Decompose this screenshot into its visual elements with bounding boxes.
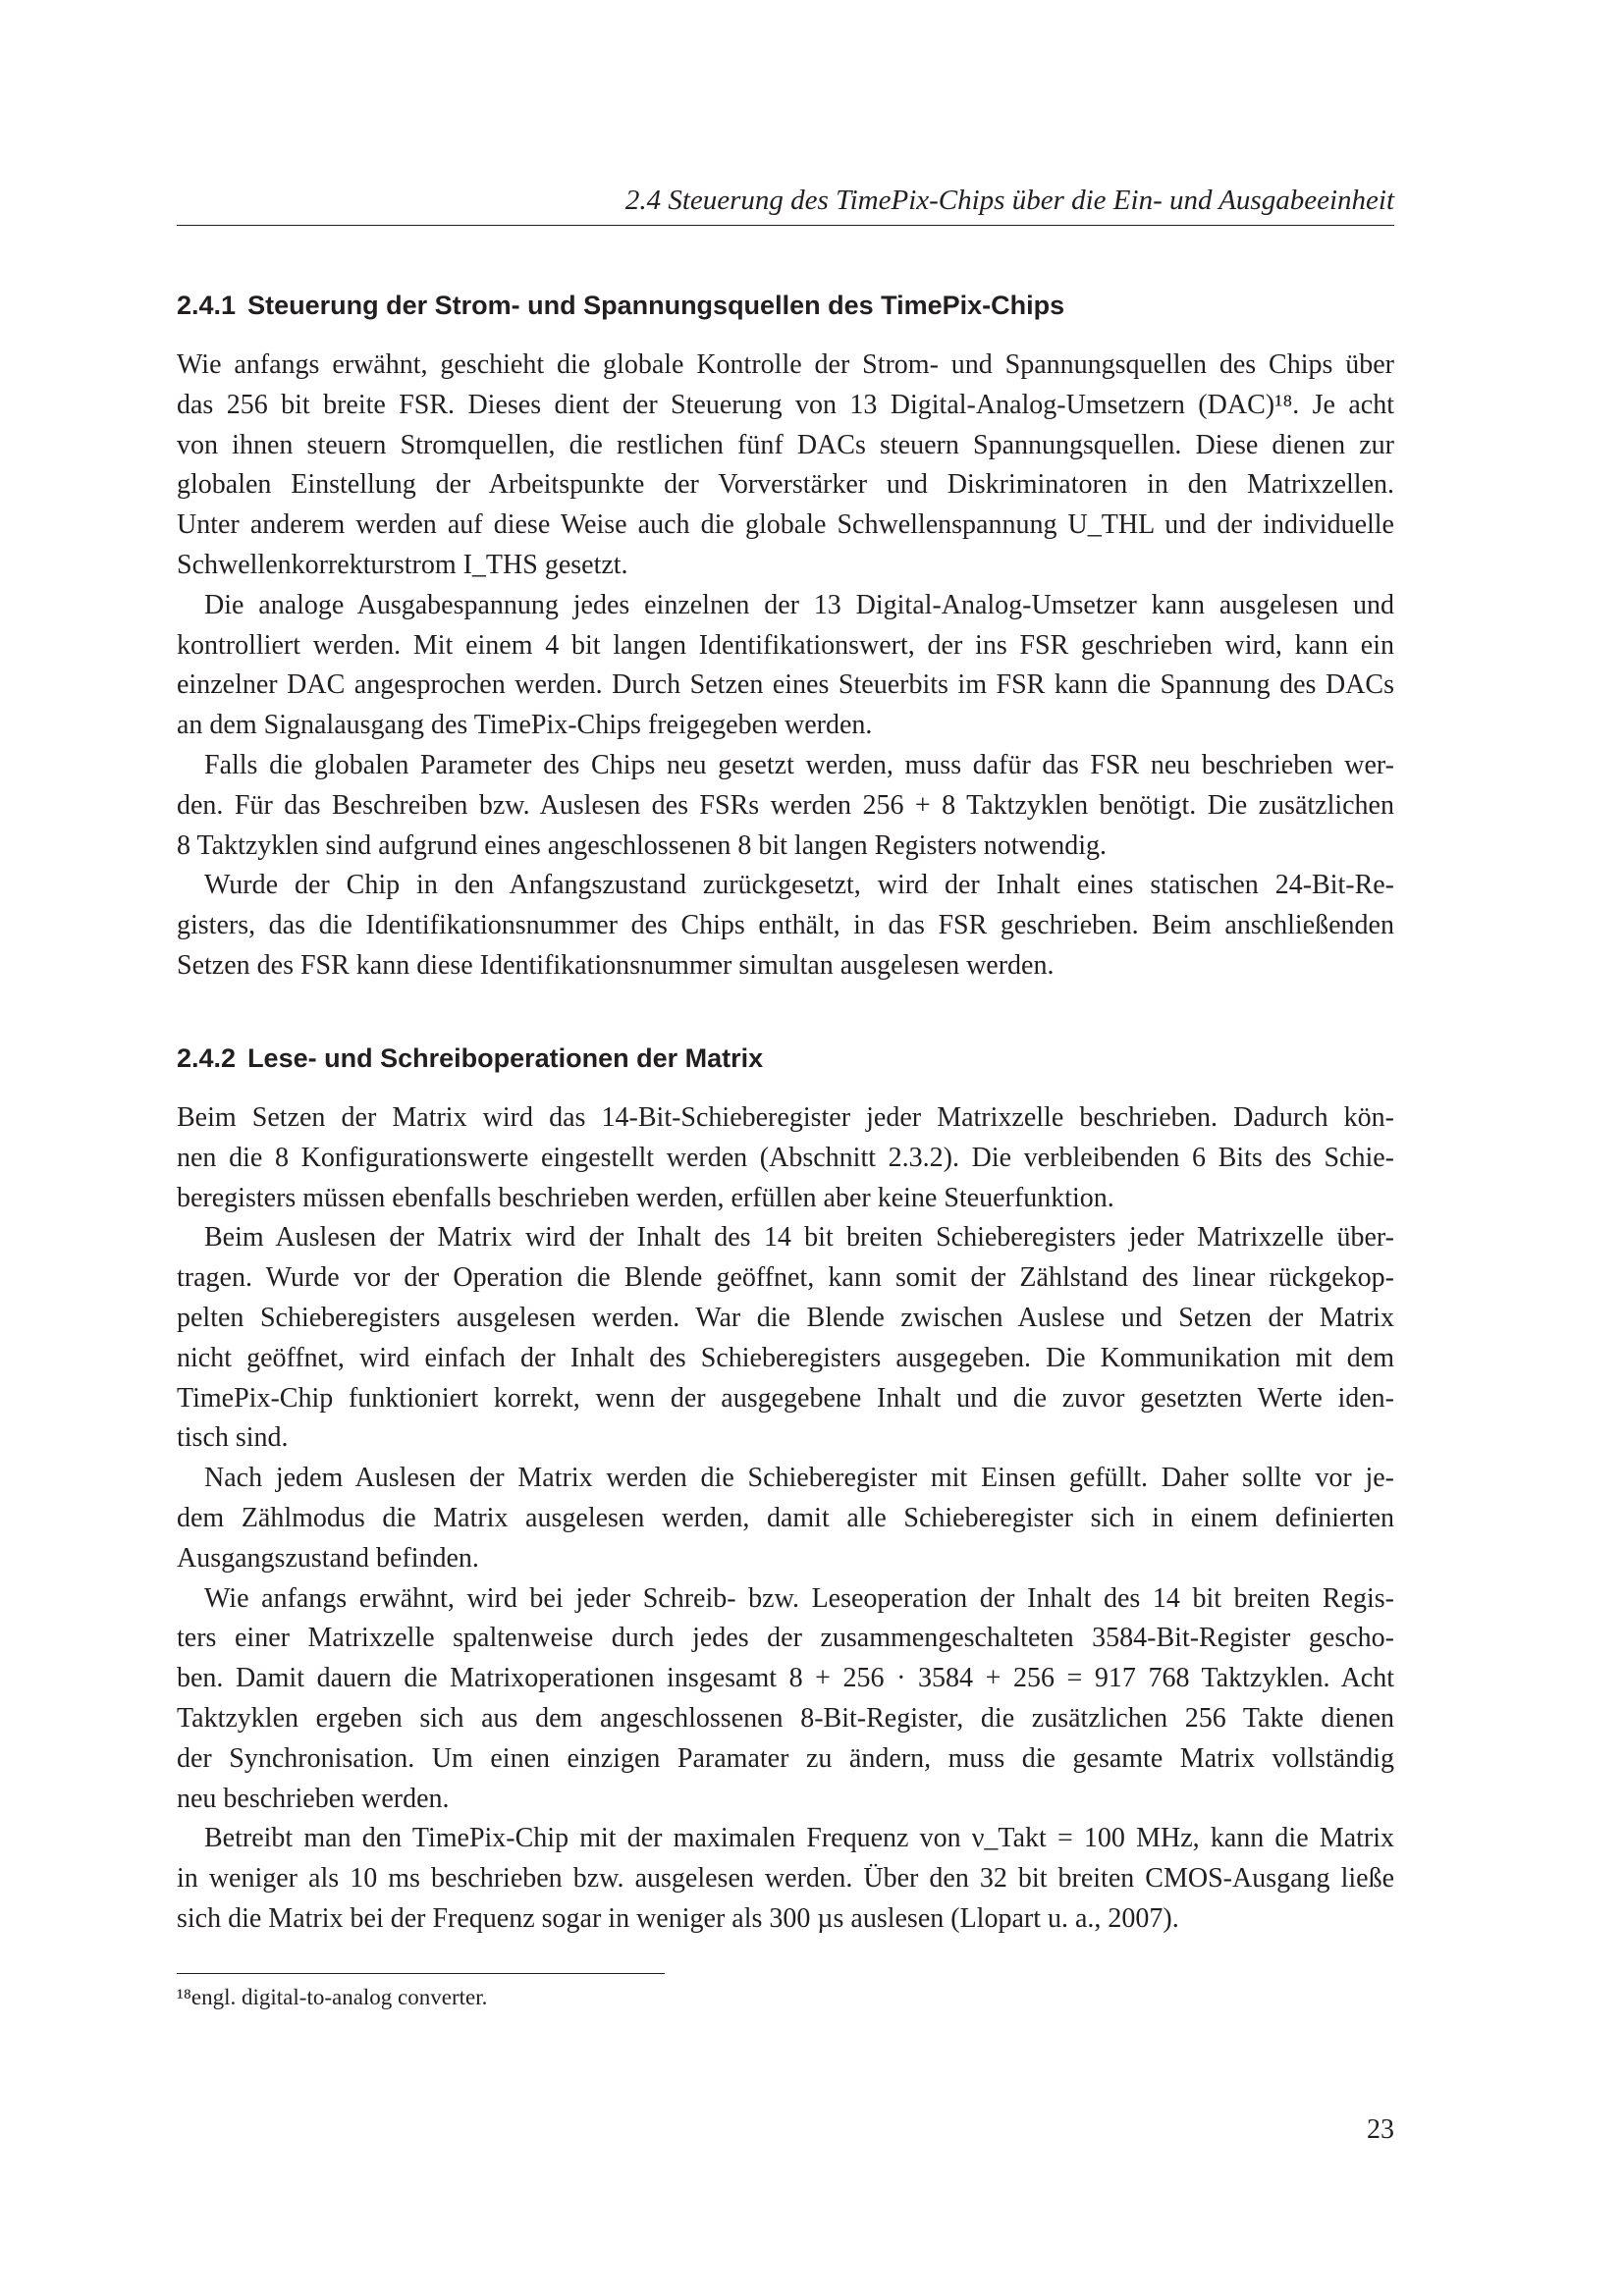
text-line: Wie anfangs erwähnt, wird bei jeder Schreib- bzw. Leseoperation der Inhalt des 14 bit breiten Regis- — [204, 1582, 1394, 1614]
header-rule — [177, 225, 1394, 226]
text-line: nen die 8 Konfigurationswerte eingestellt werden (Abschnitt 2.3.2). Die verbleibenden 6 Bits des Schie- — [177, 1142, 1394, 1173]
text-line: kontrolliert werden. Mit einem 4 bit langen Identifikationswert, der ins FSR geschrieben wird, kann ein — [177, 629, 1394, 661]
section-number: 2.4.1 — [177, 291, 237, 320]
text-line: pelten Schieberegisters ausgelesen werden. War die Blende zwischen Auslese und Setzen der Matrix — [177, 1302, 1394, 1333]
text-line: Falls die globalen Parameter des Chips neu gesetzt werden, muss dafür das FSR neu beschrieben wer- — [204, 749, 1394, 780]
text-line: Setzen des FSR kann diese Identifikationsnummer simultan ausgelesen werden. — [177, 949, 1055, 981]
text-line: tragen. Wurde vor der Operation die Blende geöffnet, kann somit der Zählstand des linear rückgekop- — [177, 1262, 1394, 1294]
section-title: Lese- und Schreiboperationen der Matrix — [247, 1043, 764, 1073]
section-number: 2.4.2 — [177, 1043, 237, 1073]
text-line: sich die Matrix bei der Frequenz sogar in weniger als 300 µs auslesen (Llopart u. a., 2007). — [177, 1902, 1179, 1934]
text-line: Wie anfangs erwähnt, geschieht die globale Kontrolle der Strom- und Spannungsquellen des Chips über — [177, 349, 1394, 380]
text-line: tisch sind. — [177, 1422, 289, 1454]
text-line: Die analoge Ausgabespannung jedes einzelnen der 13 Digital-Analog-Umsetzer kann ausgelesen und — [204, 589, 1394, 620]
text-line: globalen Einstellung der Arbeitspunkte der Vorverstärker und Diskriminatoren in den Matrixzellen. — [177, 469, 1394, 501]
text-line: 8 Taktzyklen sind aufgrund eines angeschlossenen 8 bit langen Registers notwendig. — [177, 829, 1107, 861]
text-line: ters einer Matrixzelle spaltenweise durch jedes der zusammengeschalteten 3584-Bit-Register gescho- — [177, 1623, 1394, 1654]
section-body — [177, 346, 1394, 987]
text-line: Beim Setzen der Matrix wird das 14-Bit-Schieberegister jeder Matrixzelle beschrieben. Dadurch kön- — [177, 1102, 1394, 1133]
footnote: ¹⁸engl. digital-to-analog converter. — [177, 1985, 488, 2009]
section-heading — [177, 289, 1394, 322]
text-line: beregisters müssen ebenfalls beschrieben werden, erfüllen aber keine Steuerfunktion. — [177, 1182, 1114, 1213]
section-heading — [177, 1041, 1394, 1075]
section-title: Steuerung der Strom- und Spannungsquellen des TimePix-Chips — [247, 291, 1065, 320]
text-line: Beim Auslesen der Matrix wird der Inhalt des 14 bit breiten Schieberegisters jeder Matrixzelle über- — [204, 1222, 1394, 1254]
text-line: ben. Damit dauern die Matrixoperationen insgesamt 8 + 256 · 3584 + 256 = 917 768 Taktzyklen. Acht — [177, 1663, 1394, 1694]
text-line: neu beschrieben werden. — [177, 1783, 450, 1814]
text-line: Nach jedem Auslesen der Matrix werden die Schieberegister mit Einsen gefüllt. Daher sollte vor je- — [204, 1463, 1394, 1494]
text-line: TimePix-Chip funktioniert korrekt, wenn der ausgegebene Inhalt und die zuvor gesetzten Werte iden- — [177, 1382, 1394, 1414]
text-line: dem Zählmodus die Matrix ausgelesen werden, damit alle Schieberegister sich in einem definierten — [177, 1502, 1394, 1533]
text-line: Schwellenkorrekturstrom I_THS gesetzt. — [177, 549, 628, 580]
text-line: von ihnen steuern Stromquellen, die restlichen fünf DACs steuern Spannungsquellen. Diese dienen zur — [177, 429, 1394, 460]
text-line: das 256 bit breite FSR. Dieses dient der Steuerung von 13 Digital-Analog-Umsetzern (DAC)¹⁸. Je acht — [177, 389, 1394, 420]
text-line: der Synchronisation. Um einen einzigen Paramater zu ändern, muss die gesamte Matrix vollständig — [177, 1742, 1394, 1774]
text-line: in weniger als 10 ms beschrieben bzw. ausgelesen werden. Über den 32 bit breiten CMOS-Ausgang ließe — [177, 1863, 1394, 1895]
text-line: Wurde der Chip in den Anfangszustand zurückgesetzt, wird der Inhalt eines statischen 24-Bit-Re- — [204, 870, 1394, 901]
text-line: gisters, das die Identifikationsnummer des Chips enthält, in das FSR geschrieben. Beim anschließenden — [177, 910, 1394, 941]
text-line: einzelner DAC angesprochen werden. Durch Setzen eines Steuerbits im FSR kann die Spannung des DACs — [177, 669, 1394, 701]
section-body — [177, 1098, 1394, 1940]
text-line: an dem Signalausgang des TimePix-Chips freigegeben werden. — [177, 710, 873, 741]
text-line: nicht geöffnet, wird einfach der Inhalt des Schieberegisters ausgegeben. Die Kommunikation mit dem — [177, 1342, 1394, 1373]
text-line: Betreibt man den TimePix-Chip mit der maximalen Frequenz von ν_Takt = 100 MHz, kann die Matrix — [204, 1823, 1394, 1854]
footnote-rule — [177, 1973, 665, 1974]
running-head: 2.4 Steuerung des TimePix-Chips über die Ein- und Ausgabeeinheit — [624, 185, 1394, 216]
text-line: Ausgangszustand befinden. — [177, 1542, 479, 1574]
page-number: 23 — [1367, 2114, 1394, 2145]
text-line: Taktzyklen ergeben sich aus dem angeschlossenen 8-Bit-Register, die zusätzlichen 256 Takte dienen — [177, 1702, 1394, 1734]
text-line: den. Für das Beschreiben bzw. Auslesen des FSRs werden 256 + 8 Taktzyklen benötigt. Die zusätzlichen — [177, 789, 1394, 821]
text-line: Unter anderem werden auf diese Weise auch die globale Schwellenspannung U_THL und der individuelle — [177, 509, 1394, 541]
